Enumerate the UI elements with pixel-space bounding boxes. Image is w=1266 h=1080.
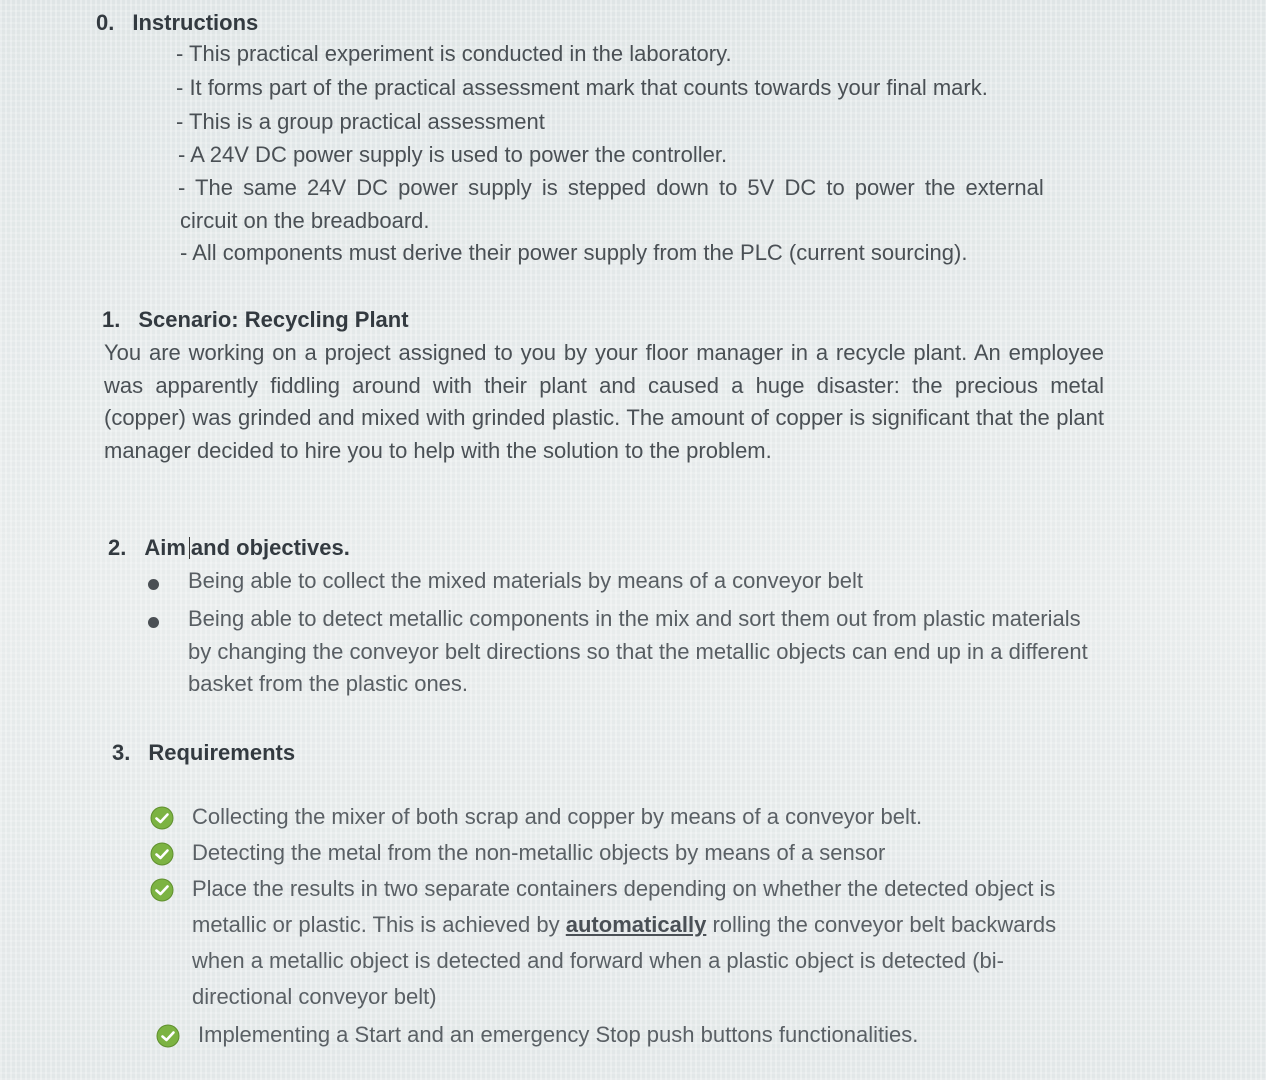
instruction-line: - It forms part of the practical assessment mark that counts towards your final mark. [176,75,988,100]
check-circle-icon [156,1024,180,1048]
section-3-heading [112,740,295,766]
instruction-line: - All components must derive their power supply from the PLC (current sourcing). [180,240,968,265]
section-0-title: Instructions [132,10,259,35]
section-0-number: 0. [96,10,115,35]
check-circle-icon [150,842,174,866]
requirement-text-before: Place the results in two separate containers depending on whether the detected object is metallic or plastic. This is achieved by [192,876,1056,937]
requirement-text: Detecting the metal from the non-metallic objects by means of a sensor [192,840,886,865]
section-3-title: Requirements [148,740,296,765]
instruction-line: - This practical experiment is conducted in the laboratory. [176,41,732,66]
text-cursor [189,537,190,559]
requirement-text: Implementing a Start and an emergency Stop push buttons functionalities. [198,1022,919,1047]
bullet-icon [148,579,159,590]
section-2-title-part2: and objectives. [190,535,350,560]
instruction-line: circuit on the breadboard. [180,208,430,233]
requirement-text-after: rolling the conveyor belt backwards when a metallic object is detected and forward when a plastic object is detected (bi-directional conveyor belt) [192,912,1057,1009]
instruction-line: - A 24V DC power supply is used to power the controller. [178,142,728,167]
section-2-title-part1: Aim [144,535,186,560]
section-2-heading [108,535,350,561]
bullet-icon [148,617,159,628]
check-circle-icon [150,878,174,902]
scenario-paragraph: You are working on a project assigned to you by your floor manager in a recycle plant. An employee was apparently fiddling around with their plant and caused a huge disaster: the precious metal (copper) was grinded and mixed with grinded plastic. The amount of copper is significant that the plant manager decided to hire you to help with the solution to the problem. [104,340,1104,463]
section-1-heading [102,307,409,333]
emphasis-text: automatically [565,912,707,937]
section-0-heading [96,10,258,36]
requirement-text [192,871,1092,1015]
objective-text: Being able to detect metallic components in the mix and sort them out from plastic materials by changing the conveyor belt directions so that the metallic objects can end up in a different basket from the plastic ones. [188,606,1088,696]
objective-text: Being able to collect the mixed materials by means of a conveyor belt [188,568,864,593]
check-circle-icon [150,806,174,830]
section-1-number: 1. [102,307,121,332]
section-3-number: 3. [112,740,131,765]
section-2-number: 2. [108,535,127,560]
instruction-line: - The same 24V DC power supply is stepped down to 5V DC to power the external [178,175,1044,200]
instruction-line: - This is a group practical assessment [176,109,545,134]
section-1-title: Scenario: Recycling Plant [138,307,409,332]
requirement-text: Collecting the mixer of both scrap and copper by means of a conveyor belt. [192,804,923,829]
